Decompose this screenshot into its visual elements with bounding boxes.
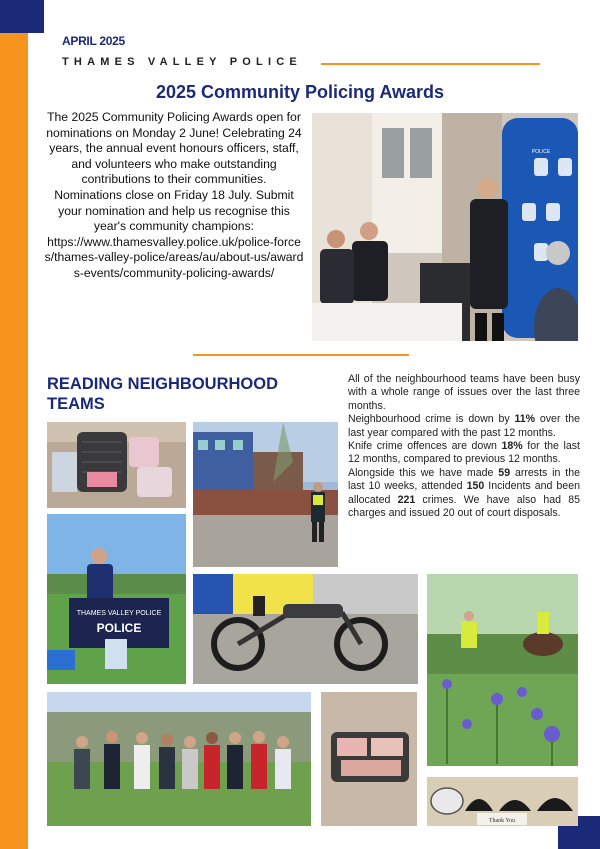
divider-middle [193, 354, 409, 356]
svg-text:POLICE: POLICE [96, 621, 142, 635]
divider-top [321, 63, 540, 65]
photo-thank-you-gifts [427, 777, 578, 826]
photo-seized-items [47, 422, 186, 508]
ceremony-illustration [312, 113, 578, 341]
intro-paragraph-deadline: Nominations close on Friday 18 July. Submit your nomination and help us recognise this year's community champions: [54, 187, 294, 234]
awards-link[interactable]: https://www.thamesvalley.police.uk/police-forces/thames-valley-police/areas/au/about-us/awards-events/community-policing-awards/ [44, 234, 304, 280]
intro-paragraph: The 2025 Community Policing Awards open for nominations on Monday 2 June! Celebrating 24 years, the annual event honours officers, staff, and volunteers who make outstanding contributions to their communities. [46, 110, 302, 187]
photo-street-patrol [193, 422, 338, 567]
section-title-reading-teams: READING NEIGHBOURHOOD TEAMS [47, 375, 279, 413]
photo-mounted-police [427, 574, 578, 766]
photo-community-stall [47, 514, 186, 684]
stats-arrests: Alongside this we have made 59 arrests in the last 10 weeks, attended 150 Incidents and been allocated 221 crimes. We have also had 85 charges and issued 20 out of court disposals. [348, 466, 580, 520]
stats-knife-crime: Knife crime offences are down 18% for the last 12 months, compared to previous 12 months. [348, 440, 580, 466]
issue-date: APRIL 2025 [62, 34, 125, 48]
thank-you-card-text: Thank You [488, 818, 516, 824]
photo-awards-ceremony [312, 113, 578, 341]
organisation-name: THAMES VALLEY POLICE [62, 56, 302, 68]
stall-banner-text: THAMES VALLEY POLICE [76, 610, 162, 617]
stats-crime-down: Neighbourhood crime is down by 11% over the last year compared with the past 12 months. [348, 413, 580, 439]
neighbourhood-stats [348, 373, 580, 520]
page-title: 2025 Community Policing Awards [155, 82, 445, 102]
awards-intro [44, 110, 304, 282]
photo-team-group [47, 692, 311, 826]
podium-sign-text: POLICE [531, 149, 551, 155]
navy-corner-block [0, 0, 44, 33]
photo-seized-motorbike [193, 574, 418, 684]
photo-seized-goods-tray [321, 692, 417, 826]
stats-intro: All of the neighbourhood teams have been busy with a whole range of issues over the last three months. [348, 373, 580, 412]
orange-side-stripe [0, 0, 28, 849]
